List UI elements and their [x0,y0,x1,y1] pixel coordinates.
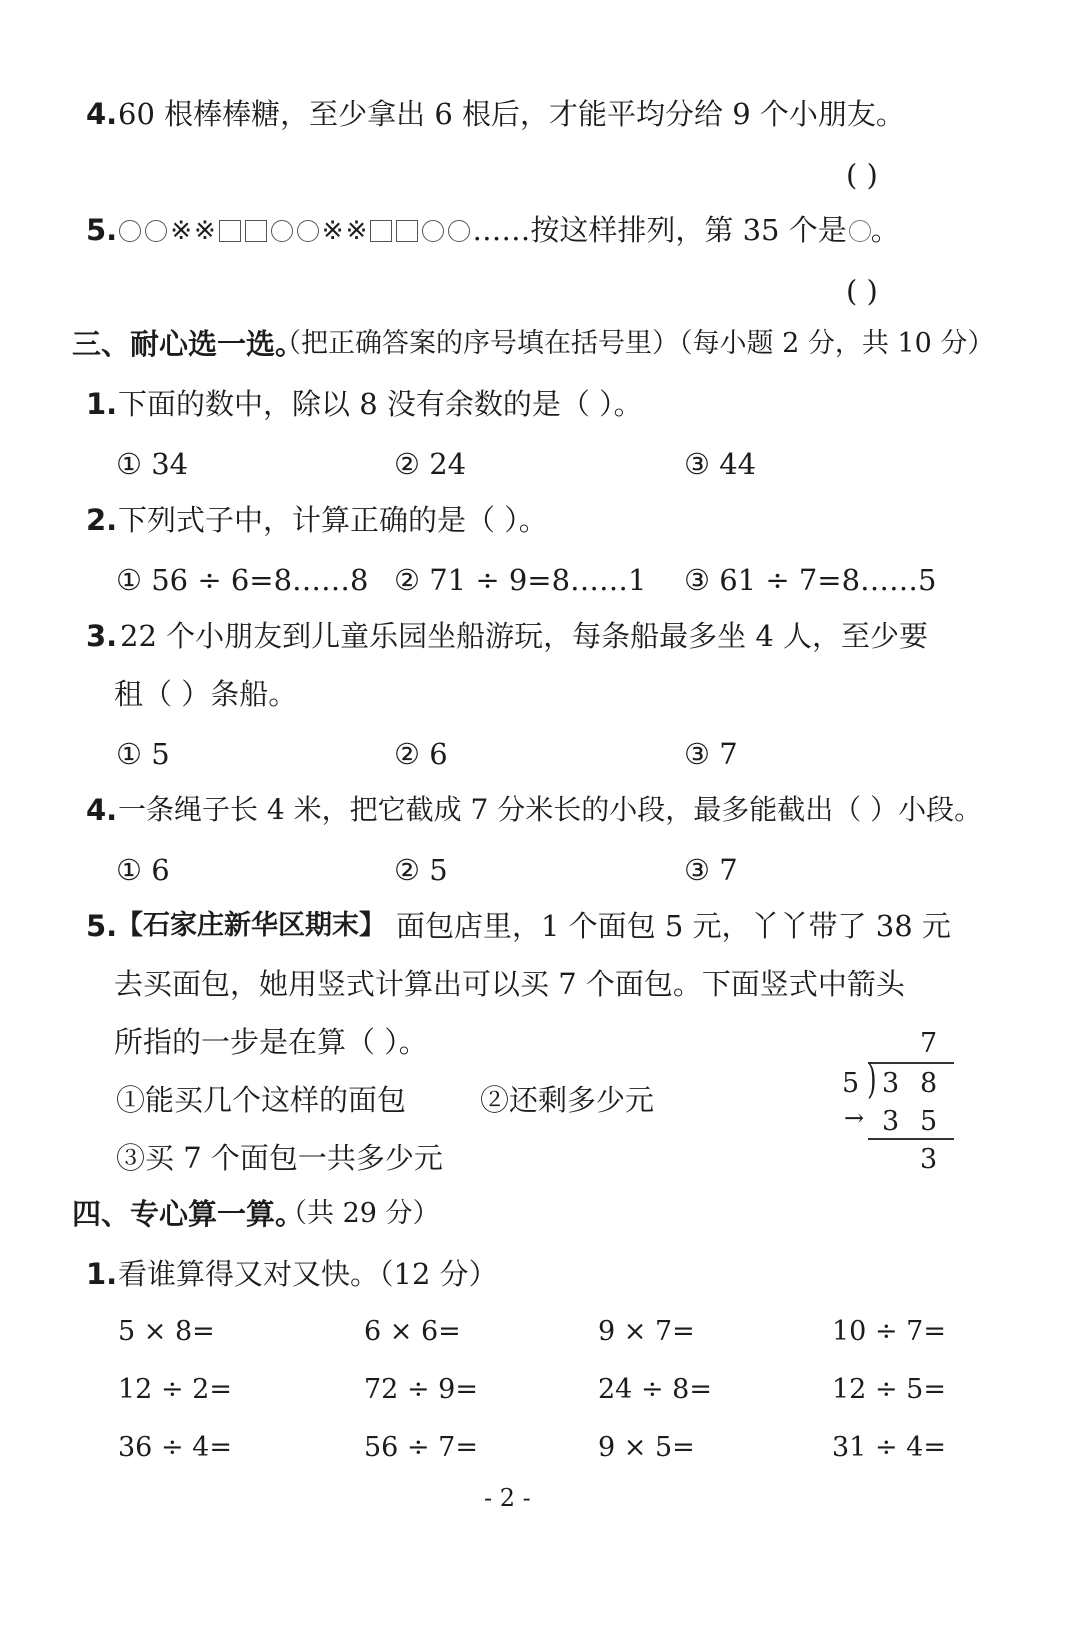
q3-5-text-cont: 去买面包，她用竖式计算出可以买 7 个面包。下面竖式中箭头 [114,967,905,1001]
q3-2-option-3[interactable]: ③ 61 ÷ 7=8……5 [684,563,937,597]
star-mark: ※ [194,215,216,246]
q4-1-text: 看谁算得又对又快。（12 分） [118,1257,498,1291]
division-bracket: ) [867,1057,877,1103]
q3-2-text: 下列式子中，计算正确的是（ ）。 [118,503,548,537]
q3-1-number: 1. [86,387,118,421]
section-4-note: （共 29 分） [280,1198,440,1229]
q3-5-source-tag: 【石家庄新华区期末】 [116,910,386,941]
arrow-icon: → [844,1104,865,1132]
division-bar [868,1062,954,1064]
calc-item[interactable]: 36 ÷ 4= [118,1432,232,1463]
division-divisor: 5 [842,1068,860,1099]
circle-shape [422,220,444,242]
q3-2-option-2[interactable]: ② 71 ÷ 9=8……1 [394,563,647,597]
division-product-digit: 3 [882,1106,900,1137]
q3-5-text: 面包店里，1 个面包 5 元，丫丫带了 38 元 [396,909,951,943]
q2-5-end: 。 [870,213,900,247]
square-shape [370,220,392,242]
circle-shape [145,220,167,242]
small-circle-shape [849,220,871,242]
q3-3-text: 22 个小朋友到儿童乐园坐船游玩，每条船最多坐 4 人，至少要 [120,619,929,653]
q3-3-option-3[interactable]: ③ 7 [684,737,738,771]
calc-item[interactable]: 72 ÷ 9= [364,1374,478,1405]
star-mark: ※ [170,215,192,246]
circle-shape [297,220,319,242]
q3-3-option-1[interactable]: ① 5 [116,737,170,771]
star-mark: ※ [321,215,344,246]
q2-4-answer-blank[interactable]: ( ) [846,158,878,192]
q3-4-option-3[interactable]: ③ 7 [684,853,738,887]
circle-shape [119,220,141,242]
circle-shape [271,220,293,242]
q3-5-option-2[interactable]: ②还剩多少元 [480,1083,655,1117]
q3-4-option-1[interactable]: ① 6 [116,853,170,887]
calc-item[interactable]: 10 ÷ 7= [832,1316,946,1347]
circle-shape [448,220,470,242]
division-subtract-line [868,1138,954,1140]
calc-item[interactable]: 24 ÷ 8= [598,1374,712,1405]
calc-item[interactable]: 56 ÷ 7= [364,1432,478,1463]
calc-item[interactable]: 9 × 7= [598,1316,695,1347]
q3-5-option-1[interactable]: ①能买几个这样的面包 [116,1083,407,1117]
calc-item[interactable]: 12 ÷ 5= [832,1374,946,1405]
section-3-title: 三、耐心选一选。 [72,327,305,361]
square-shape [219,220,241,242]
q2-5-answer-blank[interactable]: ( ) [846,274,878,308]
q3-5-text-cont-2: 所指的一步是在算（ ）。 [114,1025,428,1059]
q3-1-option-1[interactable]: ① 34 [116,447,189,481]
q3-2-number: 2. [86,503,118,537]
division-dividend-digit: 8 [920,1068,938,1099]
calc-item[interactable]: 9 × 5= [598,1432,695,1463]
calc-item[interactable]: 12 ÷ 2= [118,1374,232,1405]
star-mark: ※ [345,215,368,246]
q2-5-number: 5. [86,213,118,247]
q3-4-text: 一条绳子长 4 米，把它截成 7 分米长的小段，最多能截出（ ）小段。 [118,793,983,826]
section-4-title: 四、专心算一算。 [72,1197,305,1231]
q3-1-text: 下面的数中，除以 8 没有余数的是（ ）。 [118,387,643,421]
division-dividend-digit: 3 [882,1068,900,1099]
q2-5-line [86,213,900,247]
calc-item[interactable]: 31 ÷ 4= [832,1432,946,1463]
calc-item[interactable]: 5 × 8= [118,1316,215,1347]
division-product-digit: 5 [920,1106,938,1137]
division-remainder: 3 [920,1144,938,1175]
q2-4-number: 4. [86,97,118,131]
q3-2-option-1[interactable]: ① 56 ÷ 6=8……8 [116,563,369,597]
q3-3-option-2[interactable]: ② 6 [394,737,448,771]
q3-1-option-3[interactable]: ③ 44 [684,447,757,481]
q2-5-text: 按这样排列，第 35 个是 [530,213,847,247]
q3-3-number: 3. [86,619,118,653]
square-shape [245,220,267,242]
division-quotient: 7 [920,1028,938,1059]
calc-item[interactable]: 6 × 6= [364,1316,461,1347]
q3-1-option-2[interactable]: ② 24 [394,447,467,481]
q4-1-number: 1. [86,1257,118,1291]
q3-5-number: 5. [86,909,118,943]
q3-4-number: 4. [86,793,118,827]
square-shape [396,220,418,242]
page-number: - 2 - [484,1484,531,1512]
q2-4-text: 60 根棒棒糖，至少拿出 6 根后，才能平均分给 9 个小朋友。 [118,97,905,131]
q3-4-option-2[interactable]: ② 5 [394,853,448,887]
q3-5-option-3[interactable]: ③买 7 个面包一共多少元 [116,1141,443,1175]
ellipsis: …… [472,213,531,247]
q3-3-text-cont: 租（ ）条船。 [114,677,298,711]
section-3-note: （把正确答案的序号填在括号里）（每小题 2 分，共 10 分） [274,328,995,359]
